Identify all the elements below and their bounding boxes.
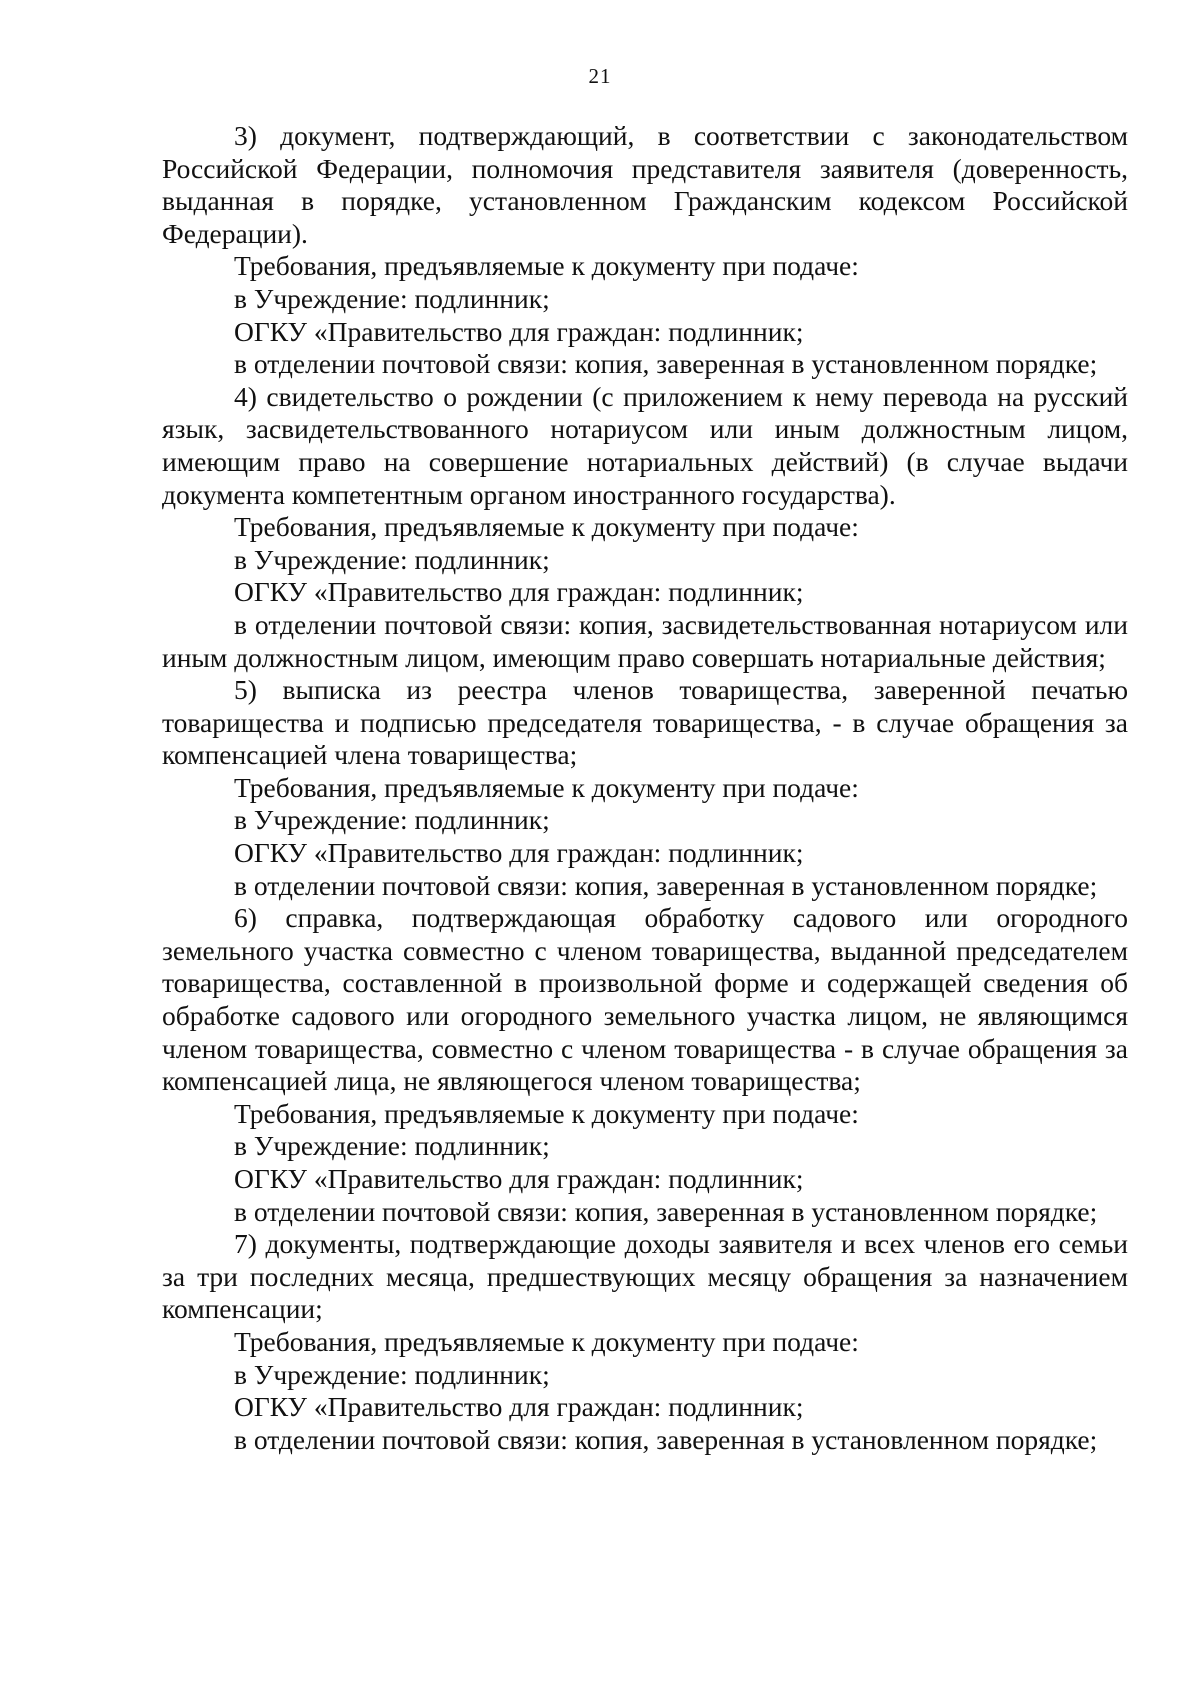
requirements-heading: Требования, предъявляемые к документу при подаче: xyxy=(234,771,859,803)
requirement-post: в отделении почтовой связи: копия, заверенная в установленном порядке; xyxy=(234,1195,1098,1227)
requirement-institution: в Учреждение: подлинник; xyxy=(234,1130,550,1162)
requirement-post: в отделении почтовой связи: копия, засвидетельствованная нотариусом или иным должностным лицом, имеющим право совершать нотариальные действия; xyxy=(162,608,1128,673)
requirements-heading: Требования, предъявляемые к документу при подаче: xyxy=(234,250,859,282)
list-item-6: 6) справка, подтверждающая обработку садового или огородного земельного участка совместно с членом товарищества, выданной председателем товарищества, составленной в произвольной форме и содержащей сведения об обработке садового или огородного земельного участка лицом, не являющимся членом товарищества, совместно с членом товарищества - в случае обращения за компенсацией лица, не являющегося членом товарищества; xyxy=(162,902,1128,1097)
requirements-heading: Требования, предъявляемые к документу при подаче: xyxy=(234,1097,859,1129)
page-number: 21 xyxy=(588,64,612,88)
list-item-7: 7) документы, подтверждающие доходы заявителя и всех членов его семьи за три последних месяца, предшествующих месяцу обращения за назначением компенсации; xyxy=(162,1228,1128,1325)
list-item-4: 4) свидетельство о рождении (с приложением к нему перевода на русский язык, засвидетельствованного нотариусом или иным должностным лицом, имеющим право на совершение нотариальных действий) (в случае выдачи документа компетентным органом иностранного государства). xyxy=(162,380,1128,510)
list-item-5: 5) выписка из реестра членов товарищества, заверенной печатью товарищества и подписью председателя товарищества, - в случае обращения за компенсацией члена товарищества; xyxy=(162,674,1128,771)
requirement-ogku: ОГКУ «Правительство для граждан: подлинник; xyxy=(234,315,804,347)
requirement-ogku: ОГКУ «Правительство для граждан: подлинник; xyxy=(234,576,804,608)
requirement-institution: в Учреждение: подлинник; xyxy=(234,543,550,575)
document-body xyxy=(162,120,1128,1456)
requirement-institution: в Учреждение: подлинник; xyxy=(234,804,550,836)
requirement-ogku: ОГКУ «Правительство для граждан: подлинник; xyxy=(234,1163,804,1194)
requirement-ogku: ОГКУ «Правительство для граждан: подлинник; xyxy=(234,837,804,869)
requirement-institution: в Учреждение: подлинник; xyxy=(234,282,550,314)
requirements-heading: Требования, предъявляемые к документу при подаче: xyxy=(234,511,859,543)
requirement-post: в отделении почтовой связи: копия, заверенная в установленном порядке; xyxy=(234,869,1098,901)
requirement-post: в отделении почтовой связи: копия, заверенная в установленном порядке; xyxy=(234,348,1098,380)
requirement-ogku: ОГКУ «Правительство для граждан: подлинник; xyxy=(234,1391,804,1423)
requirement-institution: в Учреждение: подлинник; xyxy=(234,1358,550,1390)
requirements-heading: Требования, предъявляемые к документу при подаче: xyxy=(234,1325,859,1357)
list-item-3: 3) документ, подтверждающий, в соответствии с законодательством Российской Федерации, полномочия представителя заявителя (доверенность, выданная в порядке, установленном Гражданским кодексом Российской Федерации). xyxy=(162,120,1128,249)
requirement-post: в отделении почтовой связи: копия, заверенная в установленном порядке; xyxy=(234,1423,1098,1455)
